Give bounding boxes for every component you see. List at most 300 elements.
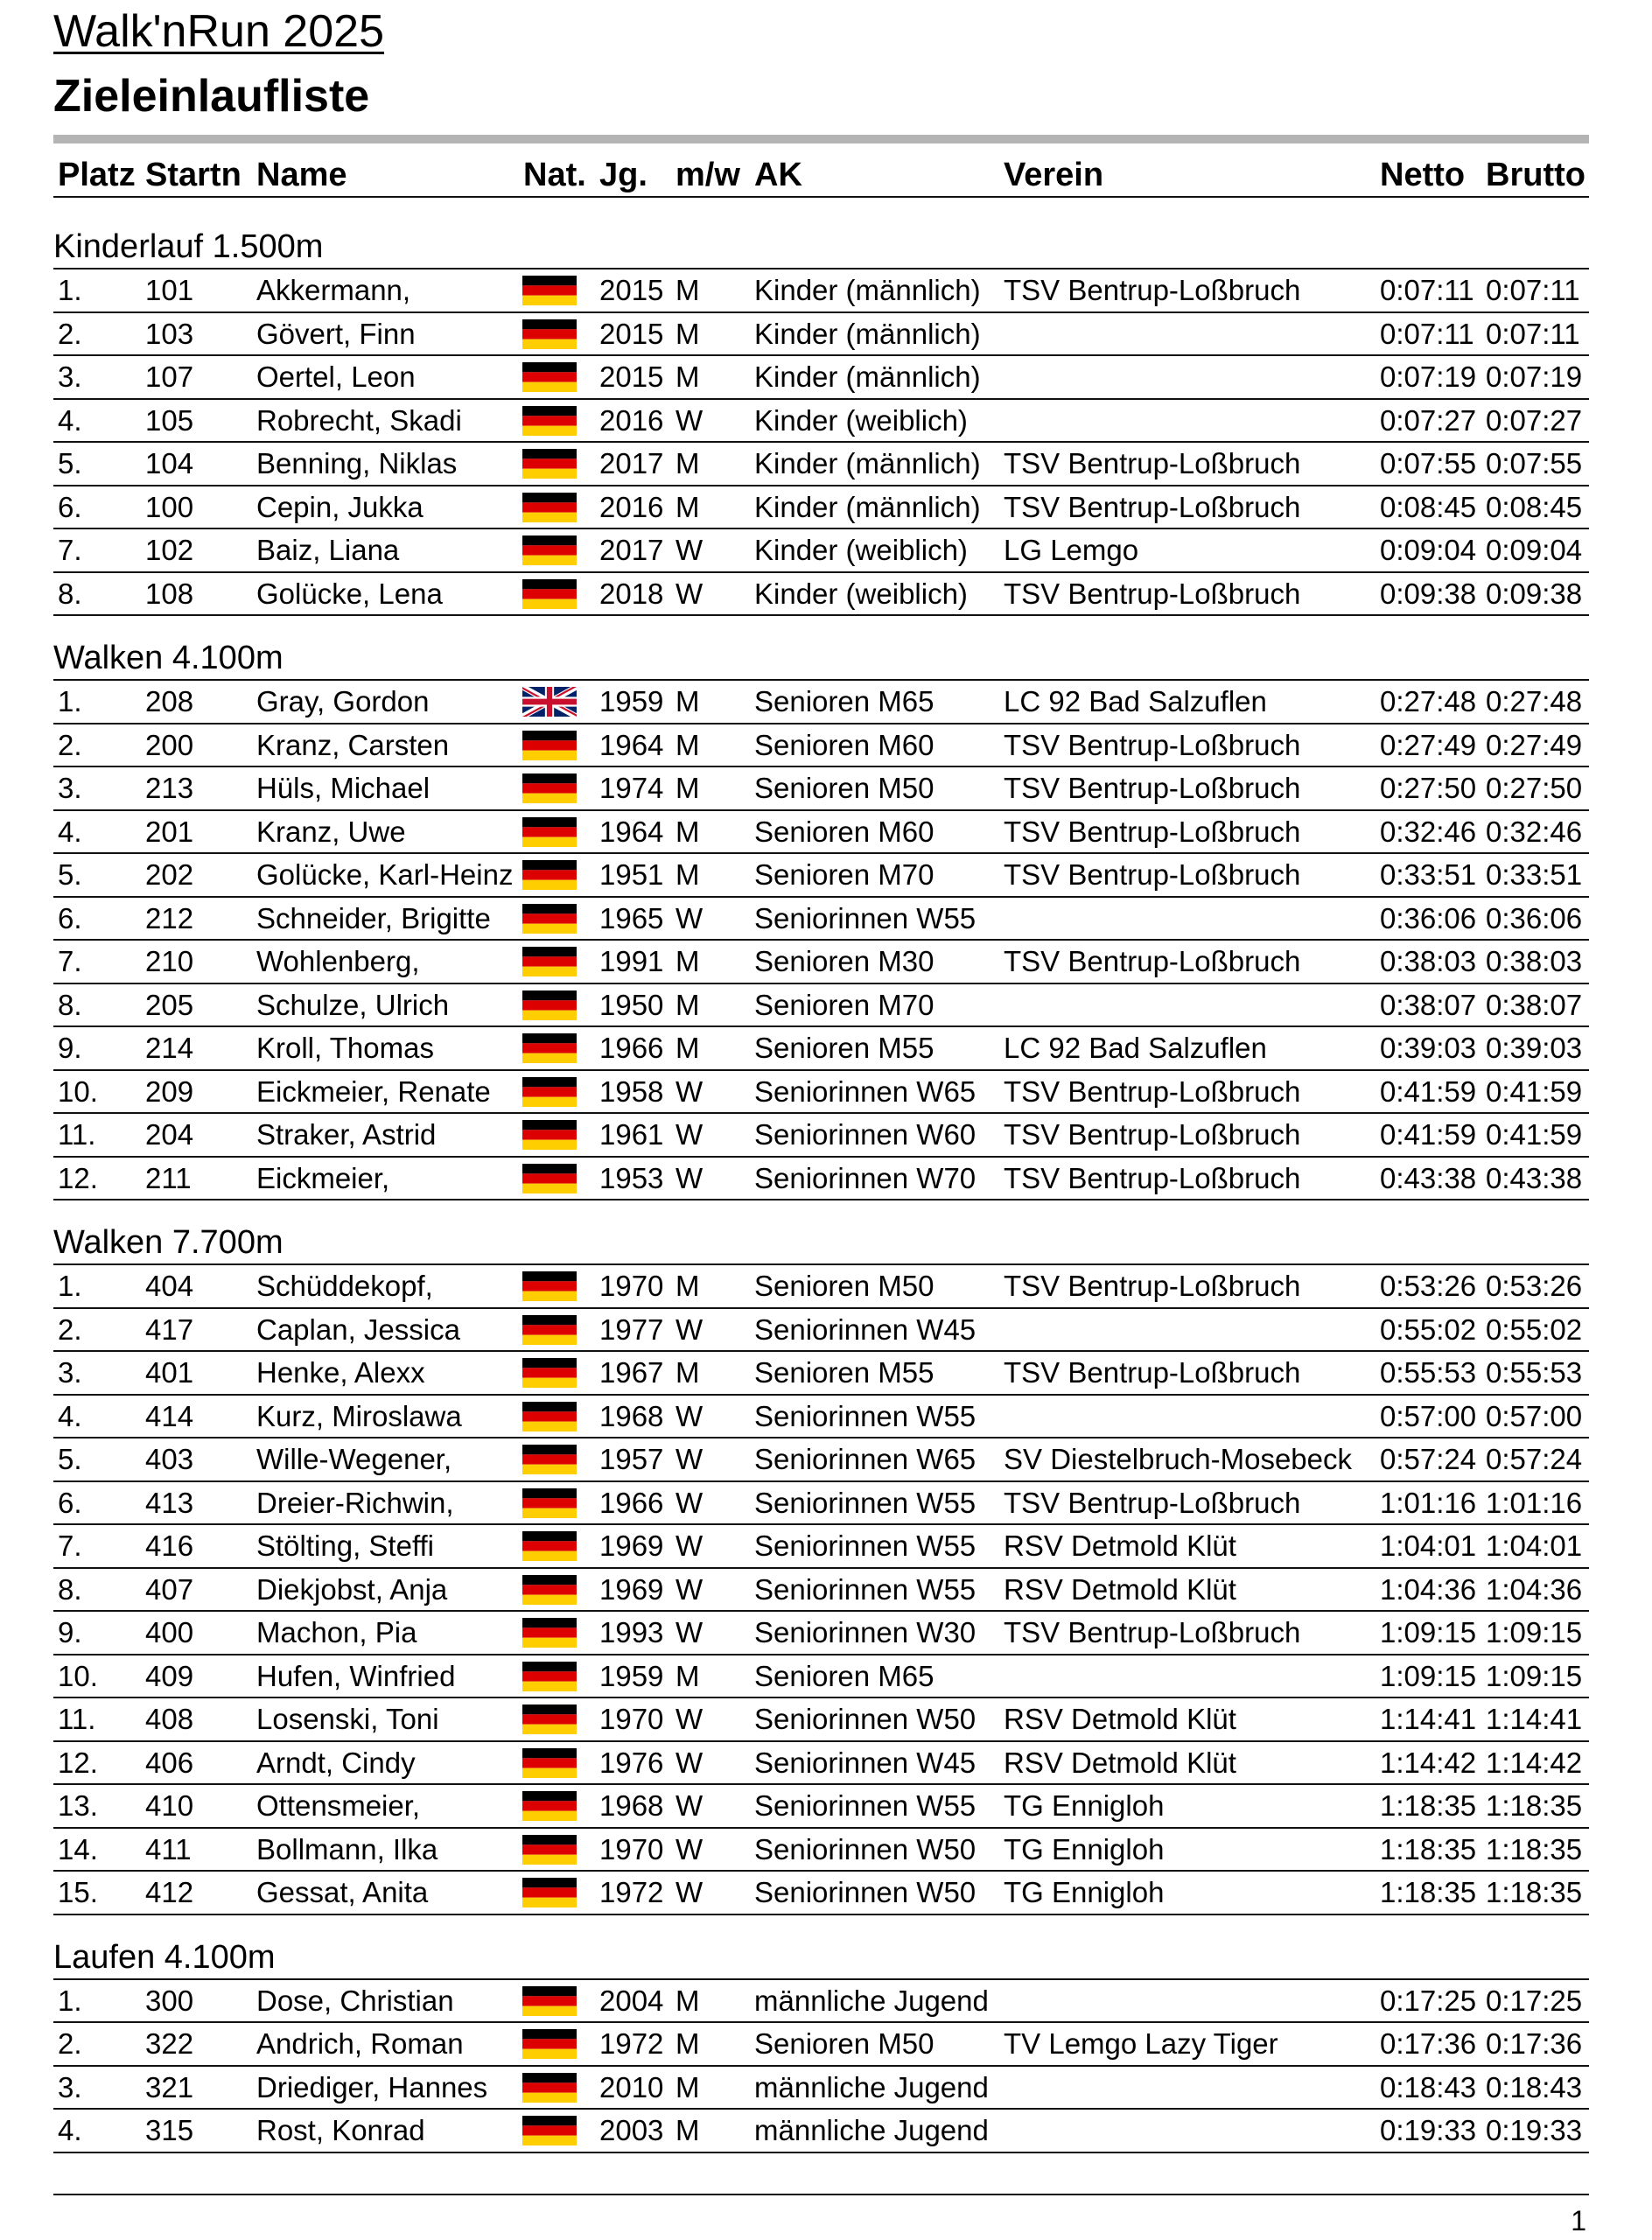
brutto-cell: 0:43:38 xyxy=(1486,1161,1583,1194)
race-section xyxy=(53,616,1589,1200)
netto-cell: 0:07:55 xyxy=(1380,447,1477,480)
ak-cell: Seniorinnen W55 xyxy=(754,1789,976,1822)
mw-cell: M xyxy=(676,728,700,761)
platz-cell: 5. xyxy=(58,447,82,480)
jg-cell: 1991 xyxy=(599,945,664,977)
table-row xyxy=(53,681,1589,724)
flag-germany-icon xyxy=(522,1748,577,1778)
ak-cell: Senioren M65 xyxy=(754,1659,934,1692)
startn-cell: 210 xyxy=(145,945,194,977)
platz-cell: 9. xyxy=(58,1032,82,1064)
mw-cell: W xyxy=(676,1789,704,1822)
verein-cell: TSV Bentrup-Loßbruch xyxy=(1004,728,1301,761)
verein-cell: TG Ennigloh xyxy=(1004,1832,1165,1866)
flag-germany-icon xyxy=(522,1271,577,1301)
startn-cell: 103 xyxy=(145,317,194,350)
mw-cell: M xyxy=(676,685,700,718)
brutto-cell: 0:07:27 xyxy=(1486,403,1583,437)
name-cell: Wohlenberg, xyxy=(256,945,420,977)
table-row xyxy=(53,1569,1589,1613)
platz-cell: 4. xyxy=(58,815,82,848)
mw-cell: W xyxy=(676,1074,704,1108)
name-cell: Andrich, Roman xyxy=(256,2027,464,2060)
flag-germany-icon xyxy=(522,990,577,1020)
brutto-cell: 1:18:35 xyxy=(1486,1832,1583,1866)
ak-cell: Seniorinnen W55 xyxy=(754,1486,976,1519)
jg-cell: 1970 xyxy=(599,1703,664,1735)
netto-cell: 0:19:33 xyxy=(1380,2114,1477,2146)
name-cell: Golücke, Karl-Heinz xyxy=(256,858,514,891)
startn-cell: 101 xyxy=(145,274,194,306)
platz-cell: 10. xyxy=(58,1074,98,1108)
platz-cell: 11. xyxy=(58,1703,96,1735)
netto-cell: 0:53:26 xyxy=(1380,1270,1477,1302)
netto-cell: 0:07:11 xyxy=(1380,274,1474,306)
name-cell: Dose, Christian xyxy=(256,1984,454,2017)
name-cell: Kranz, Carsten xyxy=(256,728,450,761)
verein-cell: TSV Bentrup-Loßbruch xyxy=(1004,1486,1301,1519)
netto-cell: 0:36:06 xyxy=(1380,901,1477,934)
brutto-cell: 0:41:59 xyxy=(1486,1074,1583,1108)
mw-cell: W xyxy=(676,1161,704,1194)
jg-cell: 1953 xyxy=(599,1161,664,1194)
verein-cell: TSV Bentrup-Loßbruch xyxy=(1004,1161,1301,1194)
ak-cell: Senioren M50 xyxy=(754,772,934,804)
table-row xyxy=(53,270,1589,313)
brutto-cell: 0:55:53 xyxy=(1486,1356,1583,1389)
mw-cell: W xyxy=(676,901,704,934)
verein-header: Verein xyxy=(1004,157,1104,193)
startn-cell: 108 xyxy=(145,577,194,610)
mw-cell: M xyxy=(676,858,700,891)
verein-cell: RSV Detmold Klüt xyxy=(1004,1703,1236,1735)
name-cell: Gessat, Anita xyxy=(256,1876,429,1908)
mw-cell: M xyxy=(676,1659,700,1692)
jg-cell: 1977 xyxy=(599,1312,664,1346)
brutto-header: Brutto xyxy=(1486,157,1586,193)
netto-cell: 0:08:45 xyxy=(1380,490,1477,523)
startn-cell: 102 xyxy=(145,534,194,566)
platz-cell: 13. xyxy=(58,1789,98,1822)
platz-cell: 1. xyxy=(58,685,82,718)
ak-header: AK xyxy=(754,157,802,193)
mw-cell: M xyxy=(676,360,700,393)
platz-cell: 14. xyxy=(58,1832,98,1866)
flag-germany-icon xyxy=(522,2116,577,2146)
brutto-cell: 0:32:46 xyxy=(1486,815,1583,848)
jg-cell: 1993 xyxy=(599,1616,664,1648)
startn-cell: 401 xyxy=(145,1356,194,1389)
verein-cell: TSV Bentrup-Loßbruch xyxy=(1004,1074,1301,1108)
jg-cell: 2003 xyxy=(599,2114,664,2146)
startn-cell: 100 xyxy=(145,490,194,523)
netto-cell: 0:17:25 xyxy=(1380,1984,1477,2017)
netto-cell: 0:09:38 xyxy=(1380,577,1477,610)
brutto-cell: 1:04:36 xyxy=(1486,1572,1583,1606)
netto-cell: 1:18:35 xyxy=(1380,1789,1477,1822)
name-cell: Driediger, Hannes xyxy=(256,2070,488,2104)
startn-cell: 403 xyxy=(145,1443,194,1475)
verein-cell: TSV Bentrup-Loßbruch xyxy=(1004,447,1301,480)
startn-cell: 321 xyxy=(145,2070,194,2104)
startn-cell: 201 xyxy=(145,815,194,848)
verein-cell: TSV Bentrup-Loßbruch xyxy=(1004,815,1301,848)
table-row xyxy=(53,2110,1589,2153)
mw-cell: M xyxy=(676,490,700,523)
ak-cell: Senioren M55 xyxy=(754,1356,934,1389)
mw-cell: W xyxy=(676,1876,704,1908)
startn-cell: 410 xyxy=(145,1789,194,1822)
startn-cell: 408 xyxy=(145,1703,194,1735)
mw-cell: M xyxy=(676,945,700,977)
table-row xyxy=(53,486,1589,530)
flag-germany-icon xyxy=(522,1575,577,1605)
table-row xyxy=(53,1396,1589,1439)
verein-cell: SV Diestelbruch-Mosebeck xyxy=(1004,1443,1352,1475)
name-cell: Schüddekopf, xyxy=(256,1270,433,1302)
ak-cell: Seniorinnen W55 xyxy=(754,1530,976,1562)
mw-cell: M xyxy=(676,772,700,804)
flag-germany-icon xyxy=(522,276,577,305)
startn-cell: 208 xyxy=(145,685,194,718)
flag-germany-icon xyxy=(522,1315,577,1345)
verein-cell: TSV Bentrup-Loßbruch xyxy=(1004,1356,1301,1389)
table-row xyxy=(53,313,1589,357)
startn-cell: 414 xyxy=(145,1399,194,1432)
name-cell: Rost, Konrad xyxy=(256,2114,425,2146)
startn-cell: 214 xyxy=(145,1032,194,1064)
verein-cell: TSV Bentrup-Loßbruch xyxy=(1004,858,1301,891)
startn-cell: 417 xyxy=(145,1312,194,1346)
brutto-cell: 1:14:42 xyxy=(1486,1746,1583,1779)
table-row xyxy=(53,1265,1589,1309)
jg-cell: 1969 xyxy=(599,1572,664,1606)
table-row xyxy=(53,443,1589,486)
table-row xyxy=(53,529,1589,573)
platz-cell: 8. xyxy=(58,1572,82,1606)
mw-cell: W xyxy=(676,577,704,610)
brutto-cell: 0:41:59 xyxy=(1486,1118,1583,1151)
netto-cell: 0:39:03 xyxy=(1380,1032,1477,1064)
table-row xyxy=(53,1438,1589,1482)
netto-cell: 0:27:50 xyxy=(1380,772,1477,804)
platz-cell: 3. xyxy=(58,360,82,393)
footer-divider xyxy=(53,2194,1589,2195)
name-cell: Ottensmeier, xyxy=(256,1789,421,1822)
startn-cell: 209 xyxy=(145,1074,194,1108)
table-row xyxy=(53,941,1589,984)
platz-cell: 12. xyxy=(58,1161,98,1194)
verein-cell: LG Lemgo xyxy=(1004,534,1139,566)
mw-cell: W xyxy=(676,1703,704,1735)
flag-germany-icon xyxy=(522,817,577,847)
platz-cell: 2. xyxy=(58,2027,82,2060)
jg-cell: 1974 xyxy=(599,772,664,804)
platz-cell: 5. xyxy=(58,1443,82,1475)
jg-cell: 1967 xyxy=(599,1356,664,1389)
ak-cell: Kinder (männlich) xyxy=(754,274,981,306)
flag-germany-icon xyxy=(522,362,577,392)
name-cell: Dreier-Richwin, xyxy=(256,1486,454,1519)
jg-cell: 1959 xyxy=(599,685,664,718)
ak-cell: Seniorinnen W45 xyxy=(754,1746,976,1779)
name-cell: Bollmann, Ilka xyxy=(256,1832,438,1866)
platz-cell: 9. xyxy=(58,1616,82,1648)
race-section xyxy=(53,1200,1589,1915)
brutto-cell: 1:09:15 xyxy=(1486,1659,1583,1692)
startn-header: Startn xyxy=(145,157,242,193)
netto-cell: 1:14:41 xyxy=(1380,1703,1477,1735)
brutto-cell: 1:18:35 xyxy=(1486,1876,1583,1908)
brutto-cell: 0:19:33 xyxy=(1486,2114,1583,2146)
brutto-cell: 0:27:49 xyxy=(1486,728,1583,761)
flag-united-kingdom-icon xyxy=(522,687,577,717)
name-cell: Gövert, Finn xyxy=(256,317,416,350)
section-title: Laufen 4.100m xyxy=(53,1915,1589,1980)
flag-germany-icon xyxy=(522,947,577,976)
flag-germany-icon xyxy=(522,1402,577,1432)
ak-cell: Kinder (männlich) xyxy=(754,360,981,393)
ak-cell: Senioren M55 xyxy=(754,1032,934,1064)
name-cell: Cepin, Jukka xyxy=(256,490,424,523)
jg-cell: 1966 xyxy=(599,1032,664,1064)
flag-germany-icon xyxy=(522,1791,577,1821)
jg-cell: 1969 xyxy=(599,1530,664,1562)
platz-cell: 4. xyxy=(58,1399,82,1432)
name-cell: Stölting, Steffi xyxy=(256,1530,435,1562)
verein-cell: RSV Detmold Klüt xyxy=(1004,1530,1236,1562)
section-title: Walken 4.100m xyxy=(53,616,1589,681)
flag-germany-icon xyxy=(522,731,577,760)
jg-cell: 1970 xyxy=(599,1270,664,1302)
mw-cell: M xyxy=(676,447,700,480)
netto-cell: 0:55:02 xyxy=(1380,1312,1477,1346)
brutto-cell: 0:38:07 xyxy=(1486,988,1583,1021)
startn-cell: 322 xyxy=(145,2027,194,2060)
flag-germany-icon xyxy=(522,319,577,349)
ak-cell: Senioren M50 xyxy=(754,1270,934,1302)
brutto-cell: 0:07:11 xyxy=(1486,274,1580,306)
verein-cell: TSV Bentrup-Loßbruch xyxy=(1004,490,1301,523)
flag-germany-icon xyxy=(522,1835,577,1865)
flag-germany-icon xyxy=(522,1077,577,1107)
name-cell: Kranz, Uwe xyxy=(256,815,406,848)
ak-cell: Seniorinnen W50 xyxy=(754,1876,976,1908)
flag-germany-icon xyxy=(522,1878,577,1908)
verein-cell: LC 92 Bad Salzuflen xyxy=(1004,1032,1267,1064)
document-title: Walk'nRun 2025 xyxy=(53,6,384,57)
netto-cell: 1:09:15 xyxy=(1380,1616,1477,1648)
jg-cell: 1950 xyxy=(599,988,664,1021)
table-row xyxy=(53,1071,1589,1115)
startn-cell: 413 xyxy=(145,1486,194,1519)
brutto-cell: 0:33:51 xyxy=(1486,858,1583,891)
netto-cell: 1:04:36 xyxy=(1380,1572,1477,1606)
name-cell: Diekjobst, Anja xyxy=(256,1572,448,1606)
platz-cell: 1. xyxy=(58,274,82,306)
name-header: Name xyxy=(256,157,347,193)
platz-header: Platz xyxy=(58,157,136,193)
table-row xyxy=(53,724,1589,768)
netto-cell: 1:14:42 xyxy=(1380,1746,1477,1779)
netto-cell: 0:38:07 xyxy=(1380,988,1477,1021)
name-cell: Losenski, Toni xyxy=(256,1703,439,1735)
flag-germany-icon xyxy=(522,2029,577,2059)
mw-cell: M xyxy=(676,1984,700,2017)
mw-cell: W xyxy=(676,1486,704,1519)
jg-cell: 1964 xyxy=(599,815,664,848)
table-row xyxy=(53,1785,1589,1829)
ak-cell: männliche Jugend xyxy=(754,2114,989,2146)
flag-germany-icon xyxy=(522,774,577,803)
netto-cell: 1:18:35 xyxy=(1380,1876,1477,1908)
jg-cell: 2004 xyxy=(599,1984,664,2017)
table-row xyxy=(53,1158,1589,1201)
mw-cell: W xyxy=(676,403,704,437)
jg-cell: 1958 xyxy=(599,1074,664,1108)
ak-cell: Kinder (weiblich) xyxy=(754,577,968,610)
table-row xyxy=(53,2067,1589,2110)
brutto-cell: 0:57:00 xyxy=(1486,1399,1583,1432)
mw-cell: W xyxy=(676,1443,704,1475)
verein-cell: TV Lemgo Lazy Tiger xyxy=(1004,2027,1278,2060)
name-cell: Caplan, Jessica xyxy=(256,1312,460,1346)
startn-cell: 205 xyxy=(145,988,194,1021)
ak-cell: Kinder (weiblich) xyxy=(754,534,968,566)
mw-cell: W xyxy=(676,1118,704,1151)
flag-germany-icon xyxy=(522,1164,577,1194)
startn-cell: 411 xyxy=(145,1832,192,1866)
name-cell: Gray, Gordon xyxy=(256,685,430,718)
brutto-cell: 0:36:06 xyxy=(1486,901,1583,934)
platz-cell: 8. xyxy=(58,988,82,1021)
brutto-cell: 1:14:41 xyxy=(1486,1703,1583,1735)
ak-cell: Kinder (weiblich) xyxy=(754,403,968,437)
table-row xyxy=(53,811,1589,855)
flag-germany-icon xyxy=(522,493,577,522)
platz-cell: 8. xyxy=(58,577,82,610)
startn-cell: 204 xyxy=(145,1118,194,1151)
netto-cell: 0:43:38 xyxy=(1380,1161,1477,1194)
name-cell: Kroll, Thomas xyxy=(256,1032,434,1064)
name-cell: Golücke, Lena xyxy=(256,577,443,610)
netto-cell: 0:57:00 xyxy=(1380,1399,1477,1432)
brutto-cell: 0:17:36 xyxy=(1486,2027,1583,2060)
platz-cell: 11. xyxy=(58,1118,96,1151)
table-row xyxy=(53,573,1589,617)
verein-cell: TSV Bentrup-Loßbruch xyxy=(1004,274,1301,306)
jg-header: Jg. xyxy=(599,157,648,193)
flag-germany-icon xyxy=(522,1618,577,1648)
brutto-cell: 0:39:03 xyxy=(1486,1032,1583,1064)
startn-cell: 409 xyxy=(145,1659,194,1692)
brutto-cell: 0:09:04 xyxy=(1486,534,1583,566)
flag-germany-icon xyxy=(522,1531,577,1561)
ak-cell: Seniorinnen W60 xyxy=(754,1118,976,1151)
table-row xyxy=(53,1980,1589,2024)
mw-cell: W xyxy=(676,1746,704,1779)
name-cell: Schneider, Brigitte xyxy=(256,901,491,934)
brutto-cell: 0:27:48 xyxy=(1486,685,1583,718)
platz-cell: 3. xyxy=(58,1356,82,1389)
netto-header: Netto xyxy=(1380,157,1466,193)
mw-cell: M xyxy=(676,317,700,350)
startn-cell: 213 xyxy=(145,772,194,804)
mw-cell: M xyxy=(676,1270,700,1302)
brutto-cell: 0:27:50 xyxy=(1486,772,1583,804)
page-number: 1 xyxy=(1571,2205,1586,2236)
jg-cell: 1966 xyxy=(599,1486,664,1519)
table-row xyxy=(53,984,1589,1028)
startn-cell: 406 xyxy=(145,1746,194,1779)
netto-cell: 1:04:01 xyxy=(1380,1530,1477,1562)
section-title: Walken 7.700m xyxy=(53,1200,1589,1265)
table-row xyxy=(53,1742,1589,1786)
platz-cell: 1. xyxy=(58,1270,82,1302)
table-row xyxy=(53,1352,1589,1396)
race-section xyxy=(53,205,1589,616)
platz-cell: 1. xyxy=(58,1984,82,2017)
jg-cell: 2018 xyxy=(599,577,664,610)
verein-cell: RSV Detmold Klüt xyxy=(1004,1746,1236,1779)
netto-cell: 0:18:43 xyxy=(1380,2070,1477,2104)
nat-header: Nat. xyxy=(523,157,586,193)
verein-cell: RSV Detmold Klüt xyxy=(1004,1572,1236,1606)
jg-cell: 1965 xyxy=(599,901,664,934)
ak-cell: Seniorinnen W70 xyxy=(754,1161,976,1194)
jg-cell: 1964 xyxy=(599,728,664,761)
name-cell: Benning, Niklas xyxy=(256,447,458,480)
name-cell: Schulze, Ulrich xyxy=(256,988,450,1021)
platz-cell: 5. xyxy=(58,858,82,891)
flag-germany-icon xyxy=(522,860,577,890)
ak-cell: Senioren M60 xyxy=(754,728,934,761)
name-cell: Eickmeier, xyxy=(256,1161,390,1194)
mw-cell: W xyxy=(676,1312,704,1346)
table-row xyxy=(53,1656,1589,1699)
flag-germany-icon xyxy=(522,1033,577,1063)
jg-cell: 1957 xyxy=(599,1443,664,1475)
mw-cell: M xyxy=(676,815,700,848)
section-title: Kinderlauf 1.500m xyxy=(53,205,1589,270)
jg-cell: 2015 xyxy=(599,317,664,350)
ak-cell: Seniorinnen W55 xyxy=(754,1399,976,1432)
startn-cell: 404 xyxy=(145,1270,194,1302)
flag-germany-icon xyxy=(522,1488,577,1518)
startn-cell: 104 xyxy=(145,447,194,480)
mw-cell: W xyxy=(676,1616,704,1648)
platz-cell: 7. xyxy=(58,945,82,977)
ak-cell: Kinder (männlich) xyxy=(754,317,981,350)
brutto-cell: 1:18:35 xyxy=(1486,1789,1583,1822)
netto-cell: 0:32:46 xyxy=(1380,815,1477,848)
header-divider-bar xyxy=(53,135,1589,144)
brutto-cell: 0:09:38 xyxy=(1486,577,1583,610)
netto-cell: 0:07:11 xyxy=(1380,317,1474,350)
table-row xyxy=(53,1482,1589,1526)
name-cell: Baiz, Liana xyxy=(256,534,400,566)
ak-cell: Seniorinnen W55 xyxy=(754,1572,976,1606)
name-cell: Machon, Pia xyxy=(256,1616,417,1648)
table-row xyxy=(53,356,1589,400)
flag-germany-icon xyxy=(522,1986,577,2016)
jg-cell: 1961 xyxy=(599,1118,664,1151)
mw-cell: M xyxy=(676,1032,700,1064)
mw-cell: M xyxy=(676,2114,700,2146)
netto-cell: 0:41:59 xyxy=(1380,1118,1477,1151)
brutto-cell: 0:38:03 xyxy=(1486,945,1583,977)
brutto-cell: 0:57:24 xyxy=(1486,1443,1583,1475)
